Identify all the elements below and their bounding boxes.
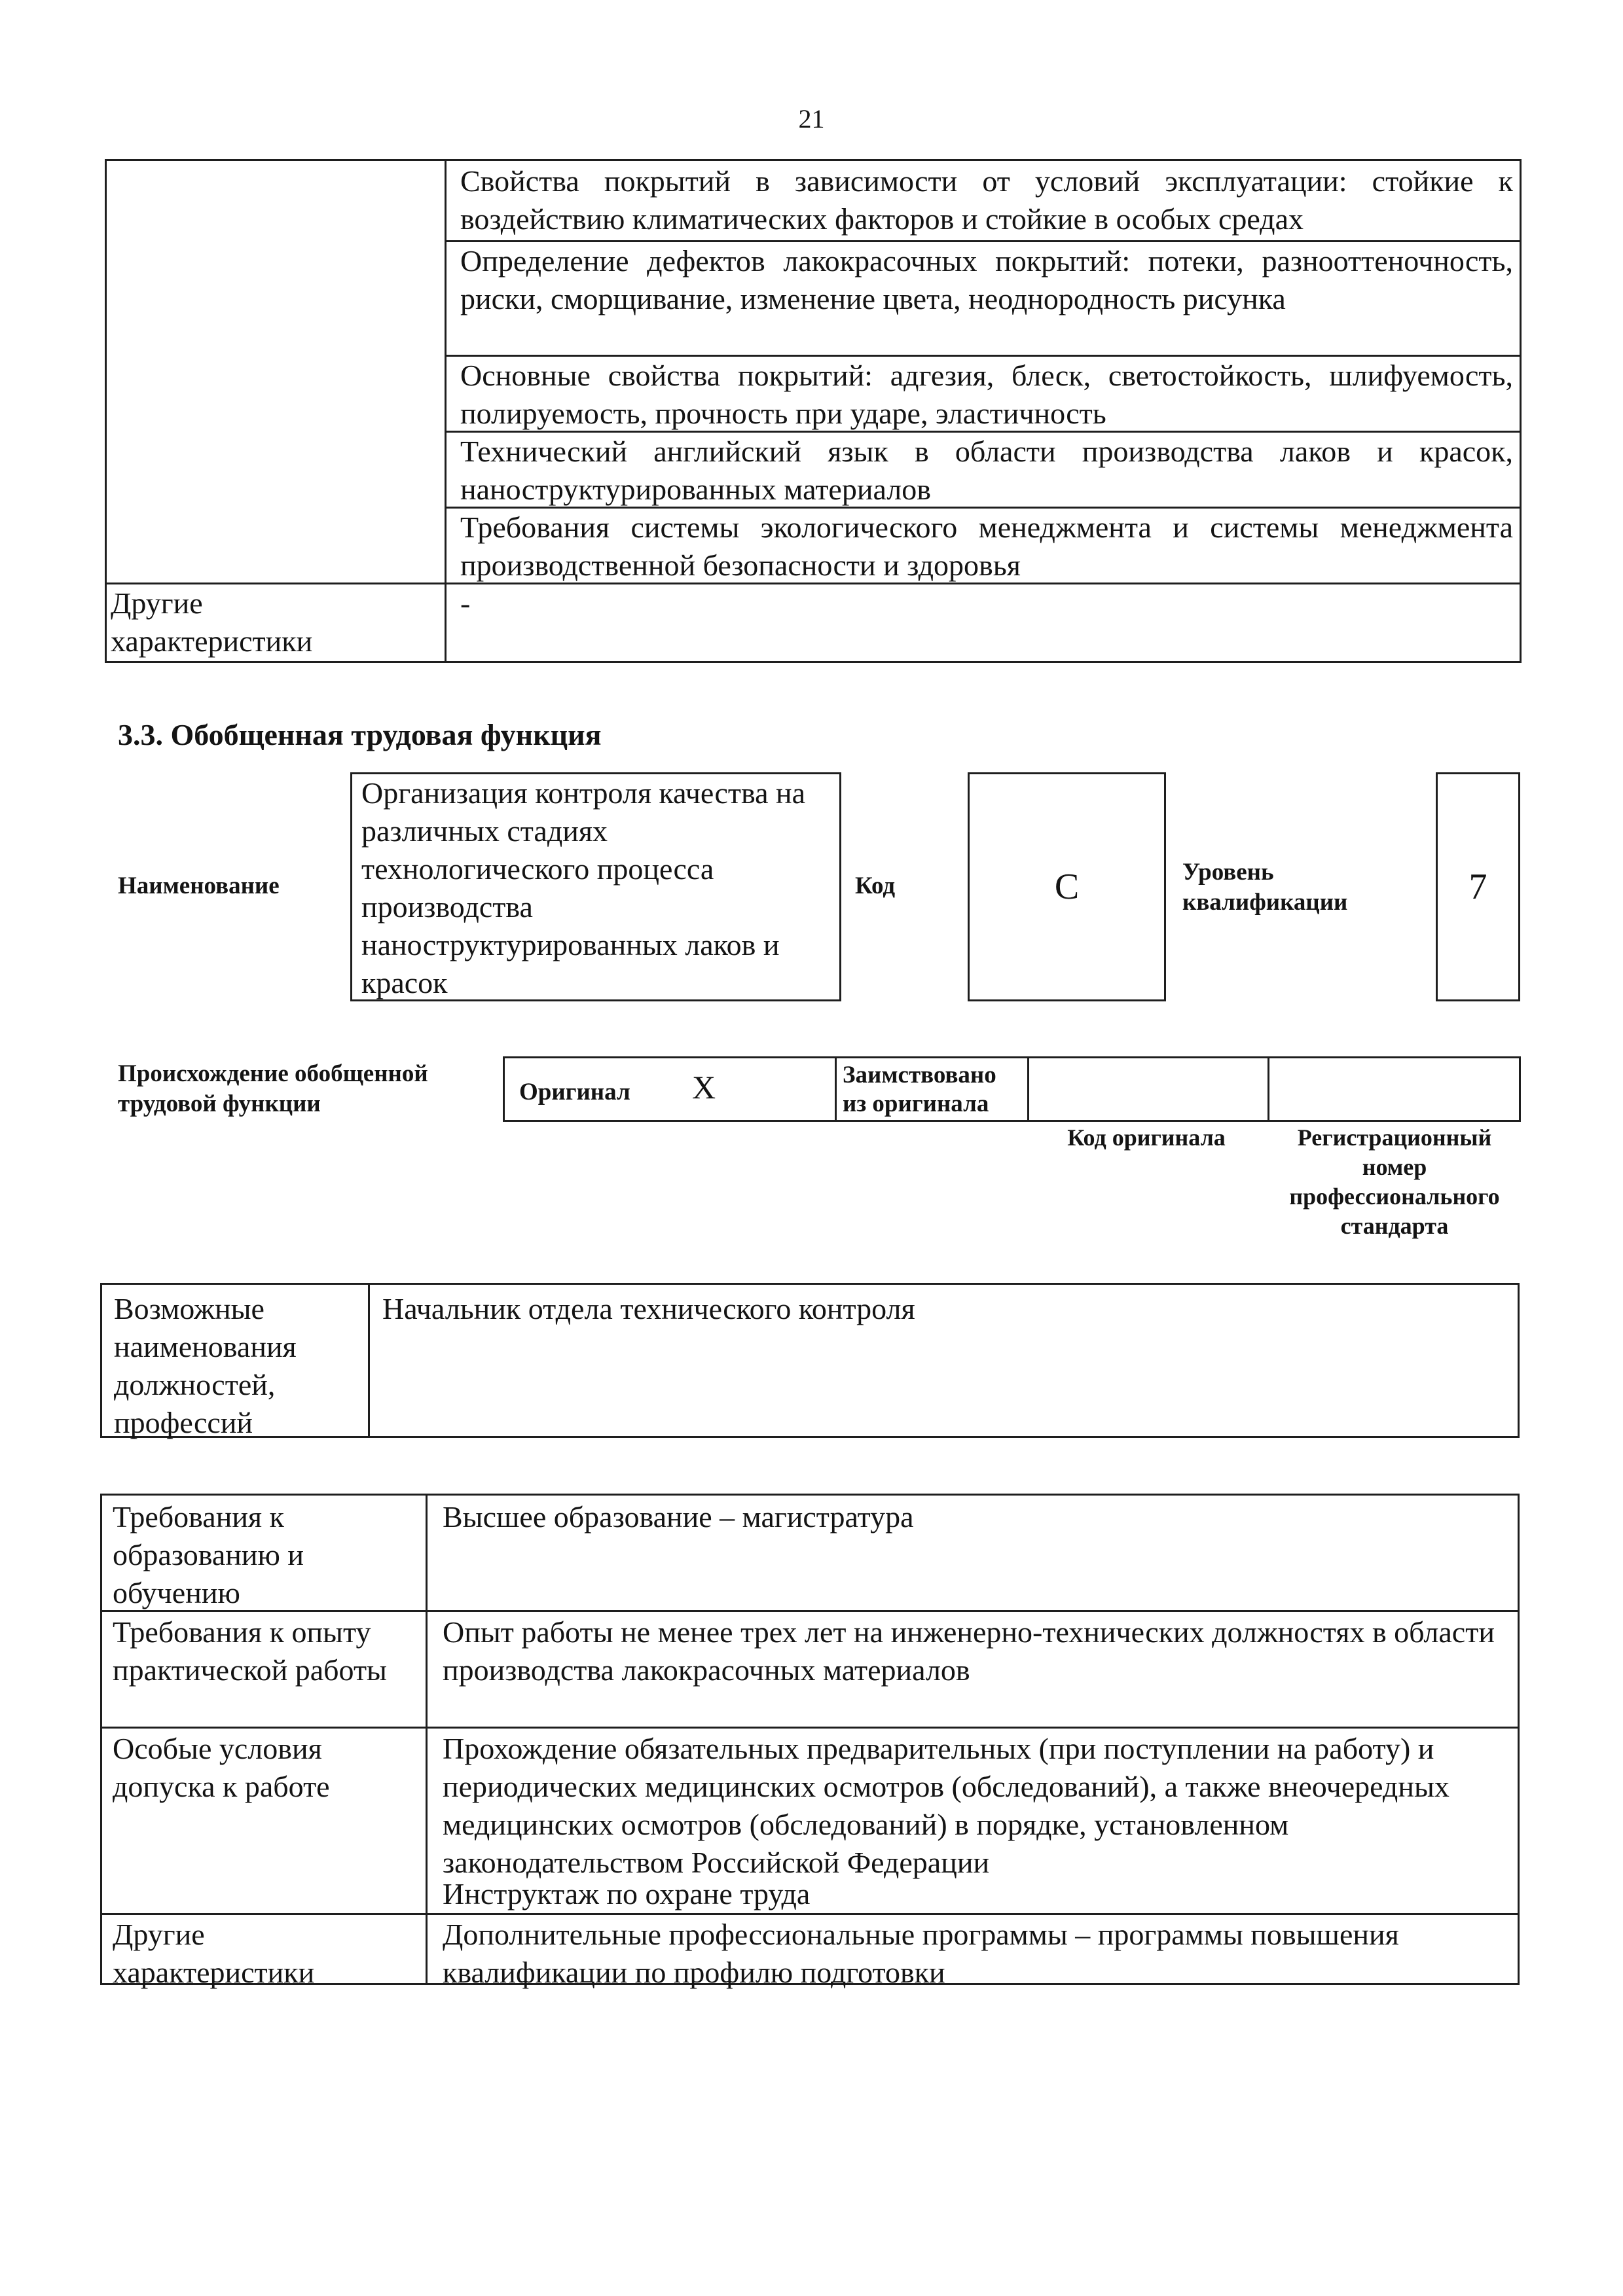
requirement-value-extra: Инструктаж по охране труда [443,1877,811,1910]
original-code-caption: Код оригинала [1067,1124,1226,1151]
section-title: 3.3. Обобщенная трудовая функция [118,718,602,751]
level-label: Уровень квалификации [1182,859,1348,916]
positions-value: Начальник отдела технического контроля [382,1292,915,1325]
code-label: Код [855,872,896,899]
requirement-label: Требования к опыту практической работы [113,1615,387,1687]
table-divider [445,161,447,661]
registration-number-caption: Регистрационный номер профессионального стандарта [1289,1124,1500,1239]
other-characteristics-label: Другие характеристики [111,586,313,658]
function-name: Организация контроля качества на различных стадиях технологического процесса производства наноструктурированных лаков и красок [350,772,841,1001]
requirements-table [100,1494,1520,1989]
requirement-label: Другие характеристики [113,1918,315,1989]
name-label: Наименование [118,872,280,899]
knowledge-table [105,159,1522,663]
origin-divider [835,1058,837,1120]
knowledge-item: Технический английский язык в области производства лаков и красок, наноструктурированных материалов [460,435,1513,506]
positions-label: Возможные наименования должностей, профессий [114,1292,297,1439]
origin-table [503,1056,1521,1122]
requirement-value: Дополнительные профессиональные программы – программы повышения квалификации по профилю подготовки [443,1918,1399,1989]
knowledge-item: Определение дефектов лакокрасочных покрытий: потеки, разнооттеночность, риски, сморщивание, изменение цвета, неоднородность рисунка [460,244,1513,315]
level-value: 7 [1436,772,1520,1001]
knowledge-item: Требования системы экологического менеджмента и системы менеджмента производственной безопасности и здоровья [460,511,1513,582]
row-divider [102,1913,1518,1915]
table-divider [368,1285,370,1436]
original-label: Оригинал [519,1079,630,1105]
requirement-value: Прохождение обязательных предварительных (при поступлении на работу) и периодических медицинских осмотров (обследований), а также внеочередных медицинских осмотров (обследований) в порядке, установленном законодательством Российской Федерации [443,1732,1450,1879]
origin-divider [1267,1058,1269,1120]
original-mark: Х [692,1069,716,1105]
origin-label: Происхождение обобщенной трудовой функции [118,1060,428,1117]
other-characteristics-value: - [460,586,471,620]
requirement-label: Требования к образованию и обучению [113,1500,304,1609]
knowledge-item: Основные свойства покрытий: адгезия, блеск, светостойкость, шлифуемость, полируемость, прочность при ударе, эластичность [460,359,1513,430]
borrowed-label: Заимствовано из оригинала [843,1062,996,1117]
page-number: 21 [798,104,825,134]
requirement-label: Особые условия допуска к работе [113,1732,330,1803]
requirement-value: Высшее образование – магистратура [443,1500,914,1534]
origin-divider [1027,1058,1029,1120]
knowledge-item: Свойства покрытий в зависимости от условий эксплуатации: стойкие к воздействию климатических факторов и стойкие в особых средах [460,164,1513,236]
code-value: С [968,772,1166,1001]
row-divider [102,1727,1518,1729]
requirement-value: Опыт работы не менее трех лет на инженерно-технических должностях в области производства лакокрасочных материалов [443,1615,1495,1687]
positions-table [100,1283,1520,1438]
